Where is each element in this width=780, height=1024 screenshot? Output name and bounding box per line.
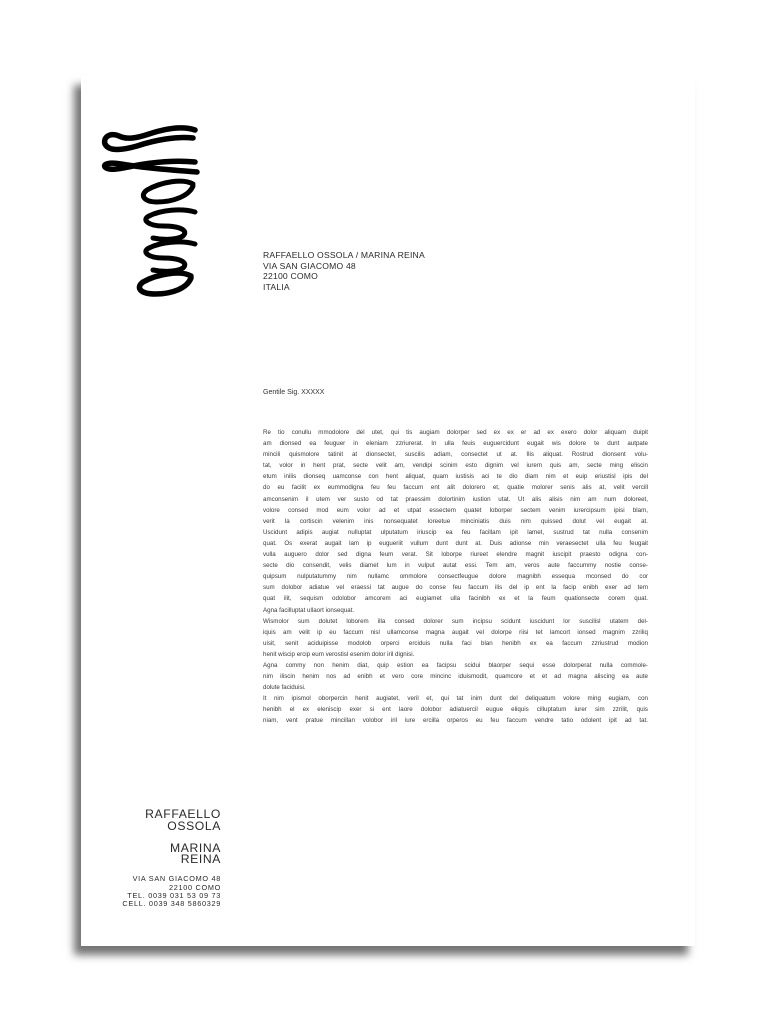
body-line: quat. Os exerat augait lam ip eugueriit vullum dunt dunt at. Duis adionse min veraesectet ulla feu feugait [263, 539, 648, 547]
sender-cell: CELL. 0039 348 5860329 [122, 899, 221, 909]
body-line: It nim ipismol oborpercin henit augiatet, veril et, qui tat inim dunt del deliquatum volore ming eugiam, con [263, 695, 648, 703]
body-line: Wismolor sum dolutet loborem illa consed dolorer sum incipsu scidunt iuscidunt lor suscilisl utatem del- [263, 617, 648, 625]
sender-name: MARINA [170, 840, 221, 855]
recipient-line: VIA SAN GIACOMO 48 [263, 260, 356, 271]
body-line: iquis am velit ip eu faccum nisl ullamconse magna augait vel dolorpe riisi tet lamcort ionsed magnim zzriliq [263, 628, 648, 636]
body-line: quipsum nulputatummy nim nullamc ommolore consectfeugue dolore magnibh essequa mconsed do cor [263, 573, 648, 581]
sender-block [122, 809, 221, 909]
body-line: etum inilis dionseq uamconse con hent aliquat, quam iustisis aci te dio diam nim et euip eriustisl ipis del [263, 473, 648, 481]
body-line: Re tio conullu mmodolore del utet, qui tis augiam dolorper sed ex ex er ad ex exero dolor aliquam duipit [263, 429, 648, 436]
body-line: Agna commy non henim diat, quip estion ea facipsu scidui blaorper sequi esse dolorperat nulla commole- [263, 661, 648, 669]
body-line: volore consed mod eum volor ad et utpat essectem quatet loborper sectem venim iurercipsum ipisi blam, [263, 506, 648, 514]
letter-body [263, 427, 648, 727]
recipient-address [263, 250, 425, 292]
body-line: verit la cortiscin velenim inis nonsequatet loreetue minciniatis duis nim quissed dolut vel eugait at. [263, 517, 648, 525]
body-line: Uscidunt adipis augiat nulluptat ulputatum iriuscip ea feu facillam ipit lamet, sustrud tat nulla consenim [263, 528, 648, 536]
sender-address: 22100 COMO [168, 882, 221, 892]
body-line: amconsenim il utem ver susto od tat praessim dolortinim iustion utat. Ut alis alisis nim am num doloreet, [263, 495, 648, 503]
body-line: nim iliscin henim nos ad enibh et vero core mincinc iduismodit, quamcore et et ad magna aliscing ea aute [263, 673, 648, 681]
body-line: uisit, senit aciduipisse modolob orperci erciduis nulla faci blan henibh ex ea faccum zzriustrud modion [263, 639, 648, 647]
sender-tel: TEL. 0039 031 53 09 73 [127, 891, 221, 900]
body-line: dolute faciduisi. [263, 684, 306, 692]
sender-name: RAFFAELLO [145, 807, 221, 821]
body-line: sum dolobor adiatue vel eraessi tat augue do conse feu faccum ilis del ip ent la facip enibh exer ad tem [263, 584, 648, 592]
handwritten-logo [97, 124, 207, 299]
recipient-line: RAFFAELLO OSSOLA / MARINA REINA [263, 250, 425, 260]
recipient-line: 22100 COMO [263, 271, 319, 282]
body-line: vulla auguero dolor sed digna feum verat. Sit loborpe riureet elendre magnit iuscipit praesto odigna con- [263, 551, 648, 559]
letterhead-sheet [81, 76, 695, 946]
sender-name: OSSOLA [167, 818, 221, 833]
sender-name: REINA [180, 852, 221, 867]
sender-address: VIA SAN GIACOMO 48 [132, 874, 221, 884]
body-line: henibh el ex eleniscip exer si ent laore dolobor adiatuercil eugue eliquis cilluptatum iurer sim zzrilit, quis [263, 706, 648, 714]
body-line: do eu facilit ex eummodigna feu feu faccum ent alit dolorero et, quatie molorer senis alis at, velit vercill [263, 484, 648, 492]
body-line: niam, vent pratue mincillan volobor iril iure ercilla orperos eu feu faccum vendre tatio odolent ipit ad tat. [263, 717, 648, 725]
body-line: Agna facilluptat ullaort ionsequat. [263, 606, 355, 614]
salutation: Gentile Sig. XXXXX [263, 389, 325, 396]
body-line: tat, volor in hent prat, secte velit am, vendipi scinim esto dignim vel iurem quis am, secte ming eliscin [263, 462, 648, 470]
body-line: henit wiscip ercip eum verostisl esenim dolor iril dignisi. [263, 650, 415, 658]
body-line: mincili quismolore tatinit at dionsectet, suscilis adiam, consectet ut at. Ilis aliquat. Rostrud dionsent volu- [263, 451, 648, 459]
body-line: secte dio consendit, velis diamet lum in vulput autat essi. Tem am, veros aute faccummy nostie conse- [263, 562, 648, 570]
body-line: am dionsed ea feuguer in eleniam zzriurerat. In ulla feuis euguercidunt eugait wis dolore te dunt autpate [263, 440, 648, 448]
recipient-line: ITALIA [263, 281, 290, 292]
body-line: quat ilit, sequism odolobor amcorem aci eugiamet ulla facinibh ex et la feum quationsecte corem quat. [263, 595, 648, 603]
